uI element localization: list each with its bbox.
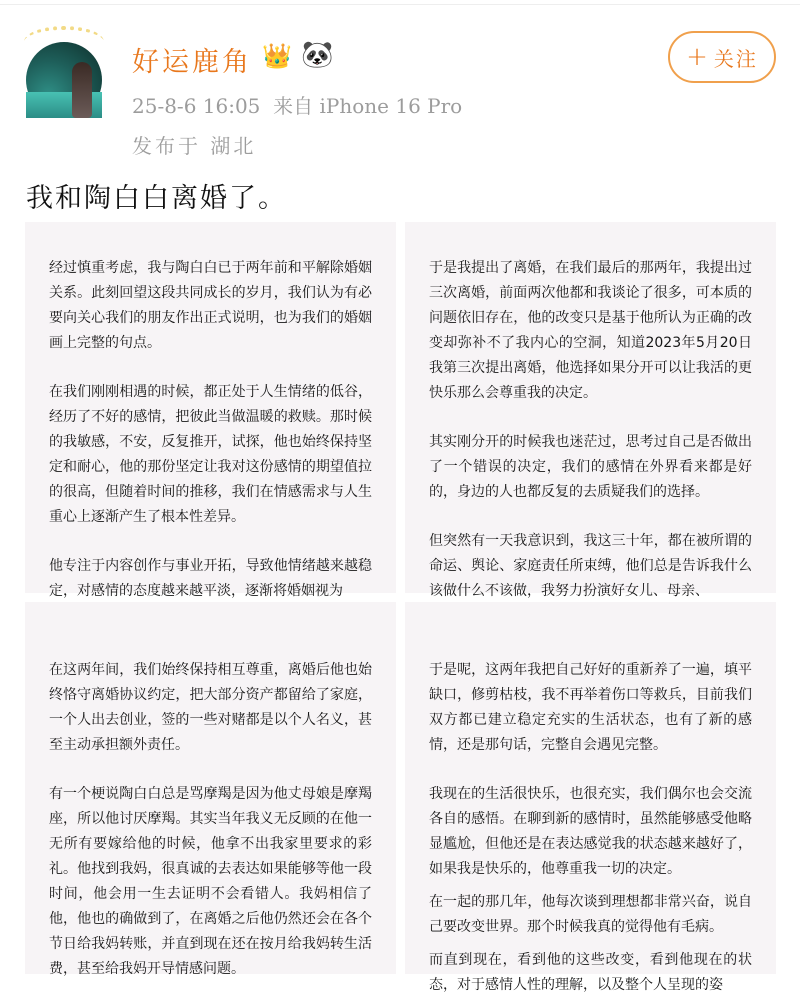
image-paragraph: 于是呢，这两年我把自己好好的重新养了一遍，填平缺口，修剪枯枝，我不再举着伤口等救兵，目前我们双方都已建立稳定充实的生活状态，也有了新的感情，还是那句话，完整自会遇见完整。	[429, 662, 752, 753]
image-paragraph: 在一起的那几年，他每次谈到理想都非常兴奋，说自己要改变世界。那个时候我真的觉得他有毛病。	[429, 894, 752, 935]
post-location: 发布于 湖北	[132, 134, 257, 158]
username[interactable]: 好运鹿角	[132, 47, 252, 78]
image-paragraph: 但突然有一天我意识到，我这三十年，都在被所谓的命运、舆论、家庭责任所束缚，他们总是告诉我什么该做什么不该做，我努力扮演好女儿、母亲、	[429, 533, 752, 599]
top-divider	[0, 4, 800, 5]
image-paragraph: 在我们刚刚相遇的时候，都正处于人生情绪的低谷，经历了不好的感情，把彼此当做温暖的救赎。那时候的我敏感，不安，反复推开，试探，他也始终保持坚定和耐心，他的那份坚定让我对这份感情的期望值拉的很高，但随着时间的推移，我们在情感需求与人生重心上逐渐产生了根本性差异。	[49, 384, 372, 525]
post-image-4[interactable]	[405, 602, 776, 993]
post-device[interactable]: iPhone 16 Pro	[319, 94, 463, 118]
image-paragraph: 他专注于内容创作与事业开拓，导致他情绪越来越稳定，对感情的态度越来越平淡，逐渐将婚姻视为	[49, 558, 372, 599]
post-text: 我和陶白白离婚了。	[26, 183, 287, 214]
avatar[interactable]	[26, 42, 102, 118]
post-source-prefix: 来自	[273, 94, 314, 118]
image-paragraph: 而直到现在，看到他的这些改变，看到他现在的状态，对于感情人性的理解，以及整个人呈现的姿	[429, 952, 752, 993]
image-paragraph: 其实刚分开的时候我也迷茫过，思考过自己是否做出了一个错误的决定，我们的感情在外界看来都是好的，身边的人也都反复的去质疑我们的选择。	[429, 434, 752, 500]
avatar-figure	[72, 62, 92, 118]
image-paragraph: 经过慎重考虑，我与陶白白已于两年前和平解除婚姻关系。此刻回望这段共同成长的岁月，我们认为有必要向关心我们的朋友作出正式说明，也为我们的婚姻画上完整的句点。	[49, 260, 372, 351]
post-datetime: 25-8-6 16:05	[132, 94, 261, 118]
follow-button[interactable]	[668, 31, 776, 83]
image-paragraph: 我现在的生活很快乐，也很充实，我们偶尔也会交流各自的感悟。在聊到新的感情时，虽然能够感受他略显尴尬，但他还是在表达感觉我的状态越来越好了，如果我是快乐的，他尊重我一切的决定。	[429, 786, 752, 877]
panda-badge-icon: 🐼	[301, 40, 334, 70]
post-image-3[interactable]	[25, 602, 396, 977]
image-paragraph: 有一个梗说陶白白总是骂摩羯是因为他丈母娘是摩羯座，所以他讨厌摩羯。其实当年我义无反顾的在他一无所有要嫁给他的时候，他拿不出我家里要求的彩礼。他找到我妈，很真诚的去表达如果能够等他一段时间，他会用一生去证明不会看错人。我妈相信了他，他也的确做到了，在离婚之后他仍然还会在各个节日给我妈转账，并直到现在还在按月给我妈转生活费，甚至给我妈开导情感问题。	[49, 786, 372, 977]
post-image-2[interactable]	[405, 222, 776, 599]
follow-label: 关注	[713, 46, 758, 71]
image-paragraph: 于是我提出了离婚，在我们最后的那两年，我提出过三次离婚，前面两次他都和我谈论了很多，可本质的问题依旧存在，他的改变只是基于他所认为正确的改变却弥补不了我内心的空洞，知道2023年5月20日我第三次提出离婚，他选择如果分开可以让我活的更快乐那么会尊重我的决定。	[429, 260, 752, 401]
post-meta	[132, 90, 462, 119]
post-image-1[interactable]	[25, 222, 396, 599]
image-paragraph: 在这两年间，我们始终保持相互尊重，离婚后他也始终恪守离婚协议约定，把大部分资产都留给了家庭，一个人出去创业，签的一些对赌都是以个人名义，甚至主动承担额外责任。	[49, 662, 372, 753]
crown-badge-icon: 👑	[262, 42, 292, 70]
plus-icon: +	[686, 42, 710, 72]
